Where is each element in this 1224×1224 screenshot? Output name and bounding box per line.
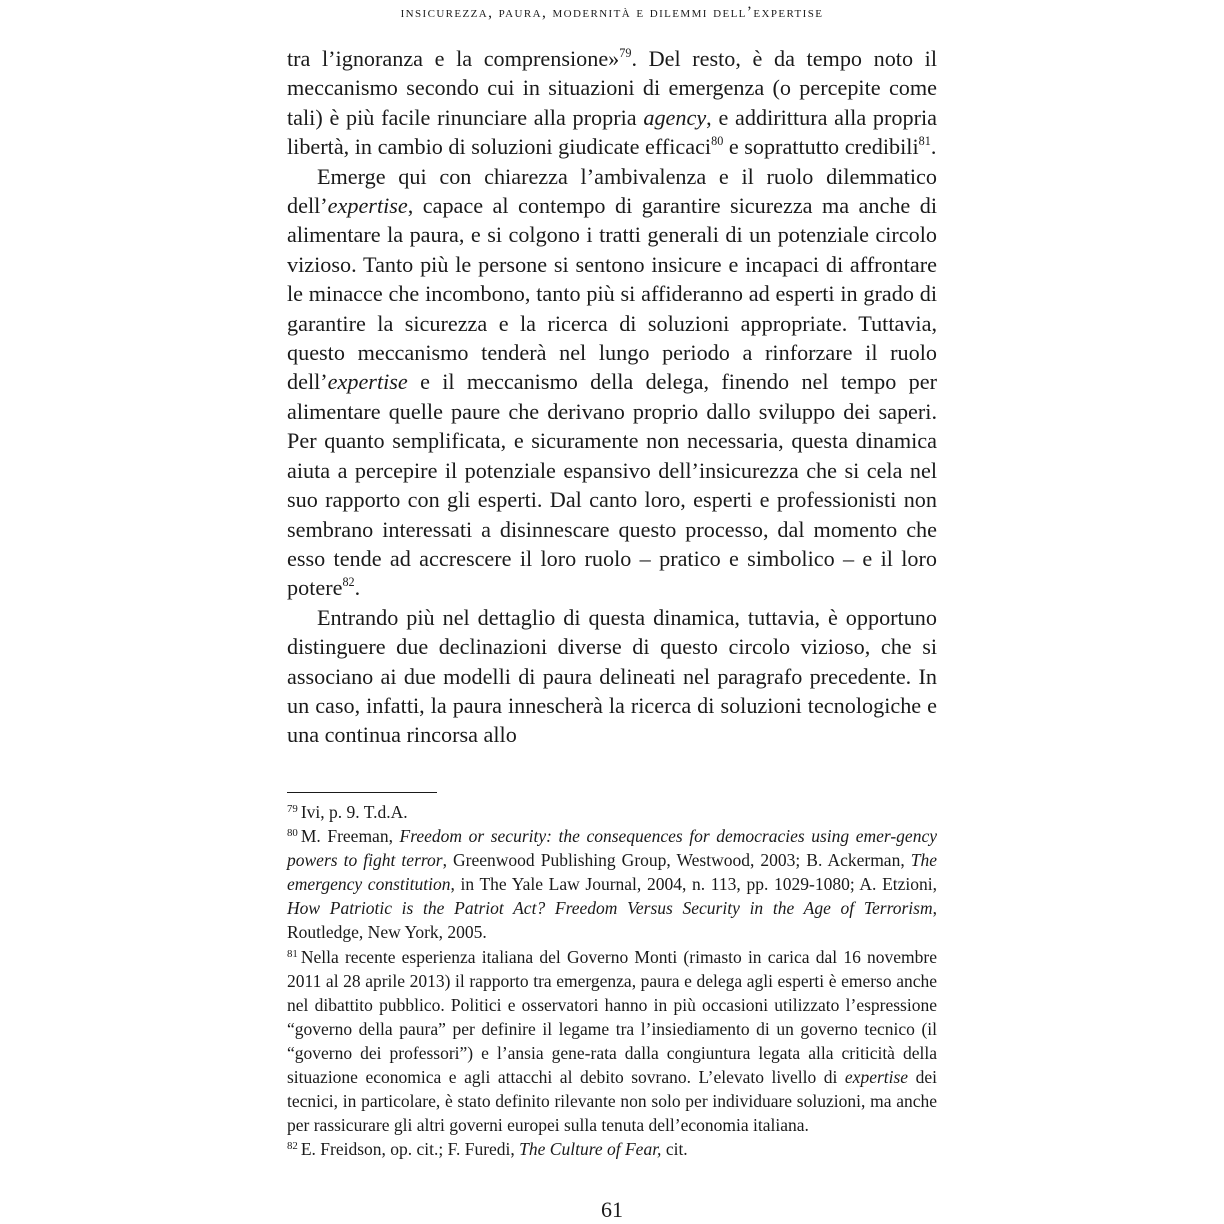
italic-term: expertise (327, 369, 408, 395)
text-run: . (930, 134, 937, 160)
footnote-separator (287, 792, 437, 793)
footnote-text: M. Freeman, (300, 826, 400, 847)
footnote-80 (287, 824, 937, 944)
footnote-ref-79[interactable]: 79 (619, 45, 632, 60)
page-number: 61 (601, 1197, 623, 1222)
text-run: Entrando più nel dettaglio di questa dinamica, tuttavia, è opportuno distinguere due declinazioni diverse di questo circolo vizioso, che si associano ai due modelli di paura delineati nel paragrafo precedente. In un caso, infatti, la paura innescherà la ricerca di soluzioni tecnologiche e una continua rincorsa allo (287, 604, 937, 748)
footnote-number: 80 (287, 827, 298, 840)
footnote-text: Nella recente esperienza italiana del Governo Monti (rimasto in carica dal 16 novembre 2011 al 28 aprile 2013) il rapporto tra emergenza, paura e delega agli esperti è emerso anche nel dibattito pubblico. Politici e osservatori hanno in più occasioni utilizzato l’espressione “governo della paura” per definire il legame tra l’insiediamento di un governo tecnico (il “governo dei professori”) e l’ansia gene-rata dalla congiuntura legata alla criticità della situazione economica e agli attacchi al debito sovrano. L’elevato livello di (287, 946, 937, 1088)
footnote-text: cit. (661, 1139, 688, 1160)
footnote-text: dei tecnici, in particolare, è stato definito rilevante non solo per individuare soluzioni, ma anche per rassicurare gli altri governi europei sulla tenuta dell’economia italiana. (287, 1067, 937, 1136)
italic-title: The Culture of Fear, (519, 1139, 662, 1160)
italic-term: expertise (327, 193, 408, 219)
italic-title: How Patriotic is the Patriot Act? Freedom Versus Security in the Age of Terrorism (287, 898, 933, 919)
paragraph-2 (287, 162, 937, 603)
text-run: . (354, 575, 361, 601)
footnote-ref-81[interactable]: 81 (918, 134, 931, 149)
footnote-82 (287, 1137, 937, 1161)
text-run: , capace al contempo di garantire sicurezza ma anche di alimentare la paura, e si colgono i tratti generali di un potenziale circolo vizioso. Tanto più le persone si sentono insicure e incapaci di affrontare le minacce che incombono, tanto più si affideranno ad esperti in grado di garantire la sicurezza e la ricerca di soluzioni appropriate. Tuttavia, questo meccanismo tenderà nel lungo periodo a rinforzare il ruolo dell’ (287, 193, 937, 395)
text-run: e soprattutto credibili (723, 134, 919, 160)
text-run: . Del resto, è da tempo noto il meccanismo secondo cui in situazioni di emergenza (o percepite come tali) è più facile rinunciare alla propria (287, 46, 937, 130)
body-text (287, 44, 937, 750)
footnote-text: E. Freidson, op. cit.; F. Furedi, (300, 1139, 520, 1160)
footnote-ref-80[interactable]: 80 (711, 134, 724, 149)
italic-term: expertise (844, 1067, 909, 1088)
italic-title: Freedom or security: the consequences for democracies using emer-gency powers to fight terror (287, 826, 937, 871)
paragraph-3 (287, 603, 937, 750)
footnote-79 (287, 800, 937, 824)
text-run: Emerge qui con chiarezza l’ambivalenza e il ruolo dilemmatico dell’ (287, 163, 937, 219)
footnote-text: , in The Yale Law Journal, 2004, n. 113, pp. 1029-1080; A. Etzioni, (450, 874, 937, 895)
text-run: e il meccanismo della delega, finendo nel tempo per alimentare quelle paure che derivano proprio dallo sviluppo dei saperi. Per quanto semplificata, e sicuramente non necessaria, questa dinamica aiuta a percepire il potenziale espansivo dell’insicurezza che si cela nel suo rapporto con gli esperti. Dal canto loro, esperti e professionisti non sembrano interessati a disinnescare questo processo, dal momento che esso tende ad accrescere il loro ruolo – pratico e simbolico – e il loro potere (287, 369, 937, 601)
footnote-ref-82[interactable]: 82 (342, 575, 355, 590)
text-run: tra l’ignoranza e la comprensione» (287, 46, 620, 71)
footnote-81 (287, 945, 937, 1138)
text-run: , e addirittura alla propria libertà, in cambio di soluzioni giudicate efficaci (287, 104, 937, 160)
footnote-text: Ivi, p. 9. T.d.A. (300, 802, 408, 822)
footnote-text: , Greenwood Publishing Group, Westwood, 2003; B. Ackerman, (442, 850, 911, 871)
footnotes (287, 800, 937, 1161)
paragraph-1 (287, 44, 937, 162)
footnote-number: 82 (287, 1140, 298, 1153)
running-head: insicurezza, paura, modernità e dilemmi dell’expertise (400, 4, 824, 21)
footnote-text: , Routledge, New York, 2005. (287, 898, 937, 943)
footnote-number: 81 (287, 947, 298, 960)
italic-term: agency (643, 104, 707, 130)
footnote-number: 79 (287, 803, 298, 816)
italic-title: The emergency constitution (287, 850, 938, 895)
document-page (287, 0, 937, 1224)
